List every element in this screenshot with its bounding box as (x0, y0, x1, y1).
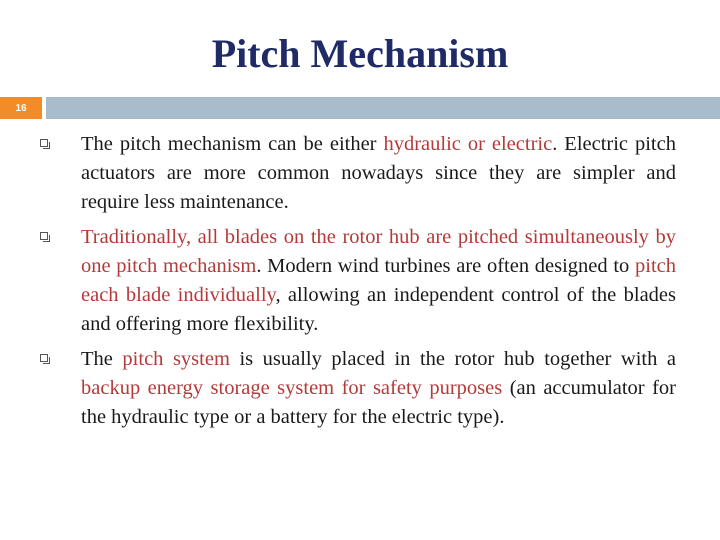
bullet-item-1 (40, 130, 676, 217)
square-bullet-icon (40, 232, 48, 240)
highlighted-text: Traditionally, all blades on the rotor hub are pitched simultaneously by one pitch mechanism (81, 226, 676, 277)
highlighted-text: pitch each blade individually (81, 255, 676, 306)
slide-number-badge: 16 (0, 97, 42, 119)
title-divider-bar (46, 97, 720, 119)
text-segment: . Modern wind turbines are often designed to (256, 255, 635, 277)
highlighted-text: hydraulic or electric (383, 133, 553, 155)
bullet-item-2 (40, 223, 676, 339)
text-segment: , allowing an independent control of the blades and offering more flexibility. (81, 284, 676, 335)
highlighted-text: backup energy storage system for safety purposes (81, 377, 503, 399)
bullet-text (81, 133, 676, 213)
bullet-item-3 (40, 345, 676, 432)
text-segment: is usually placed in the rotor hub together with a (229, 348, 677, 370)
text-segment: The pitch mechanism can be either (81, 133, 384, 155)
square-bullet-icon (40, 354, 48, 362)
bullet-text (81, 226, 676, 335)
text-segment: The (81, 348, 123, 370)
highlighted-text: pitch system (122, 348, 230, 370)
slide-title: Pitch Mechanism (211, 31, 509, 76)
bullet-text (81, 348, 676, 428)
text-segment: (an accumulator for the hydraulic type or a battery for the electric type). (81, 377, 676, 428)
square-bullet-icon (40, 139, 48, 147)
bullet-list (40, 130, 676, 438)
text-segment: . Electric pitch actuators are more common nowadays since they are simpler and require less maintenance. (81, 133, 676, 213)
